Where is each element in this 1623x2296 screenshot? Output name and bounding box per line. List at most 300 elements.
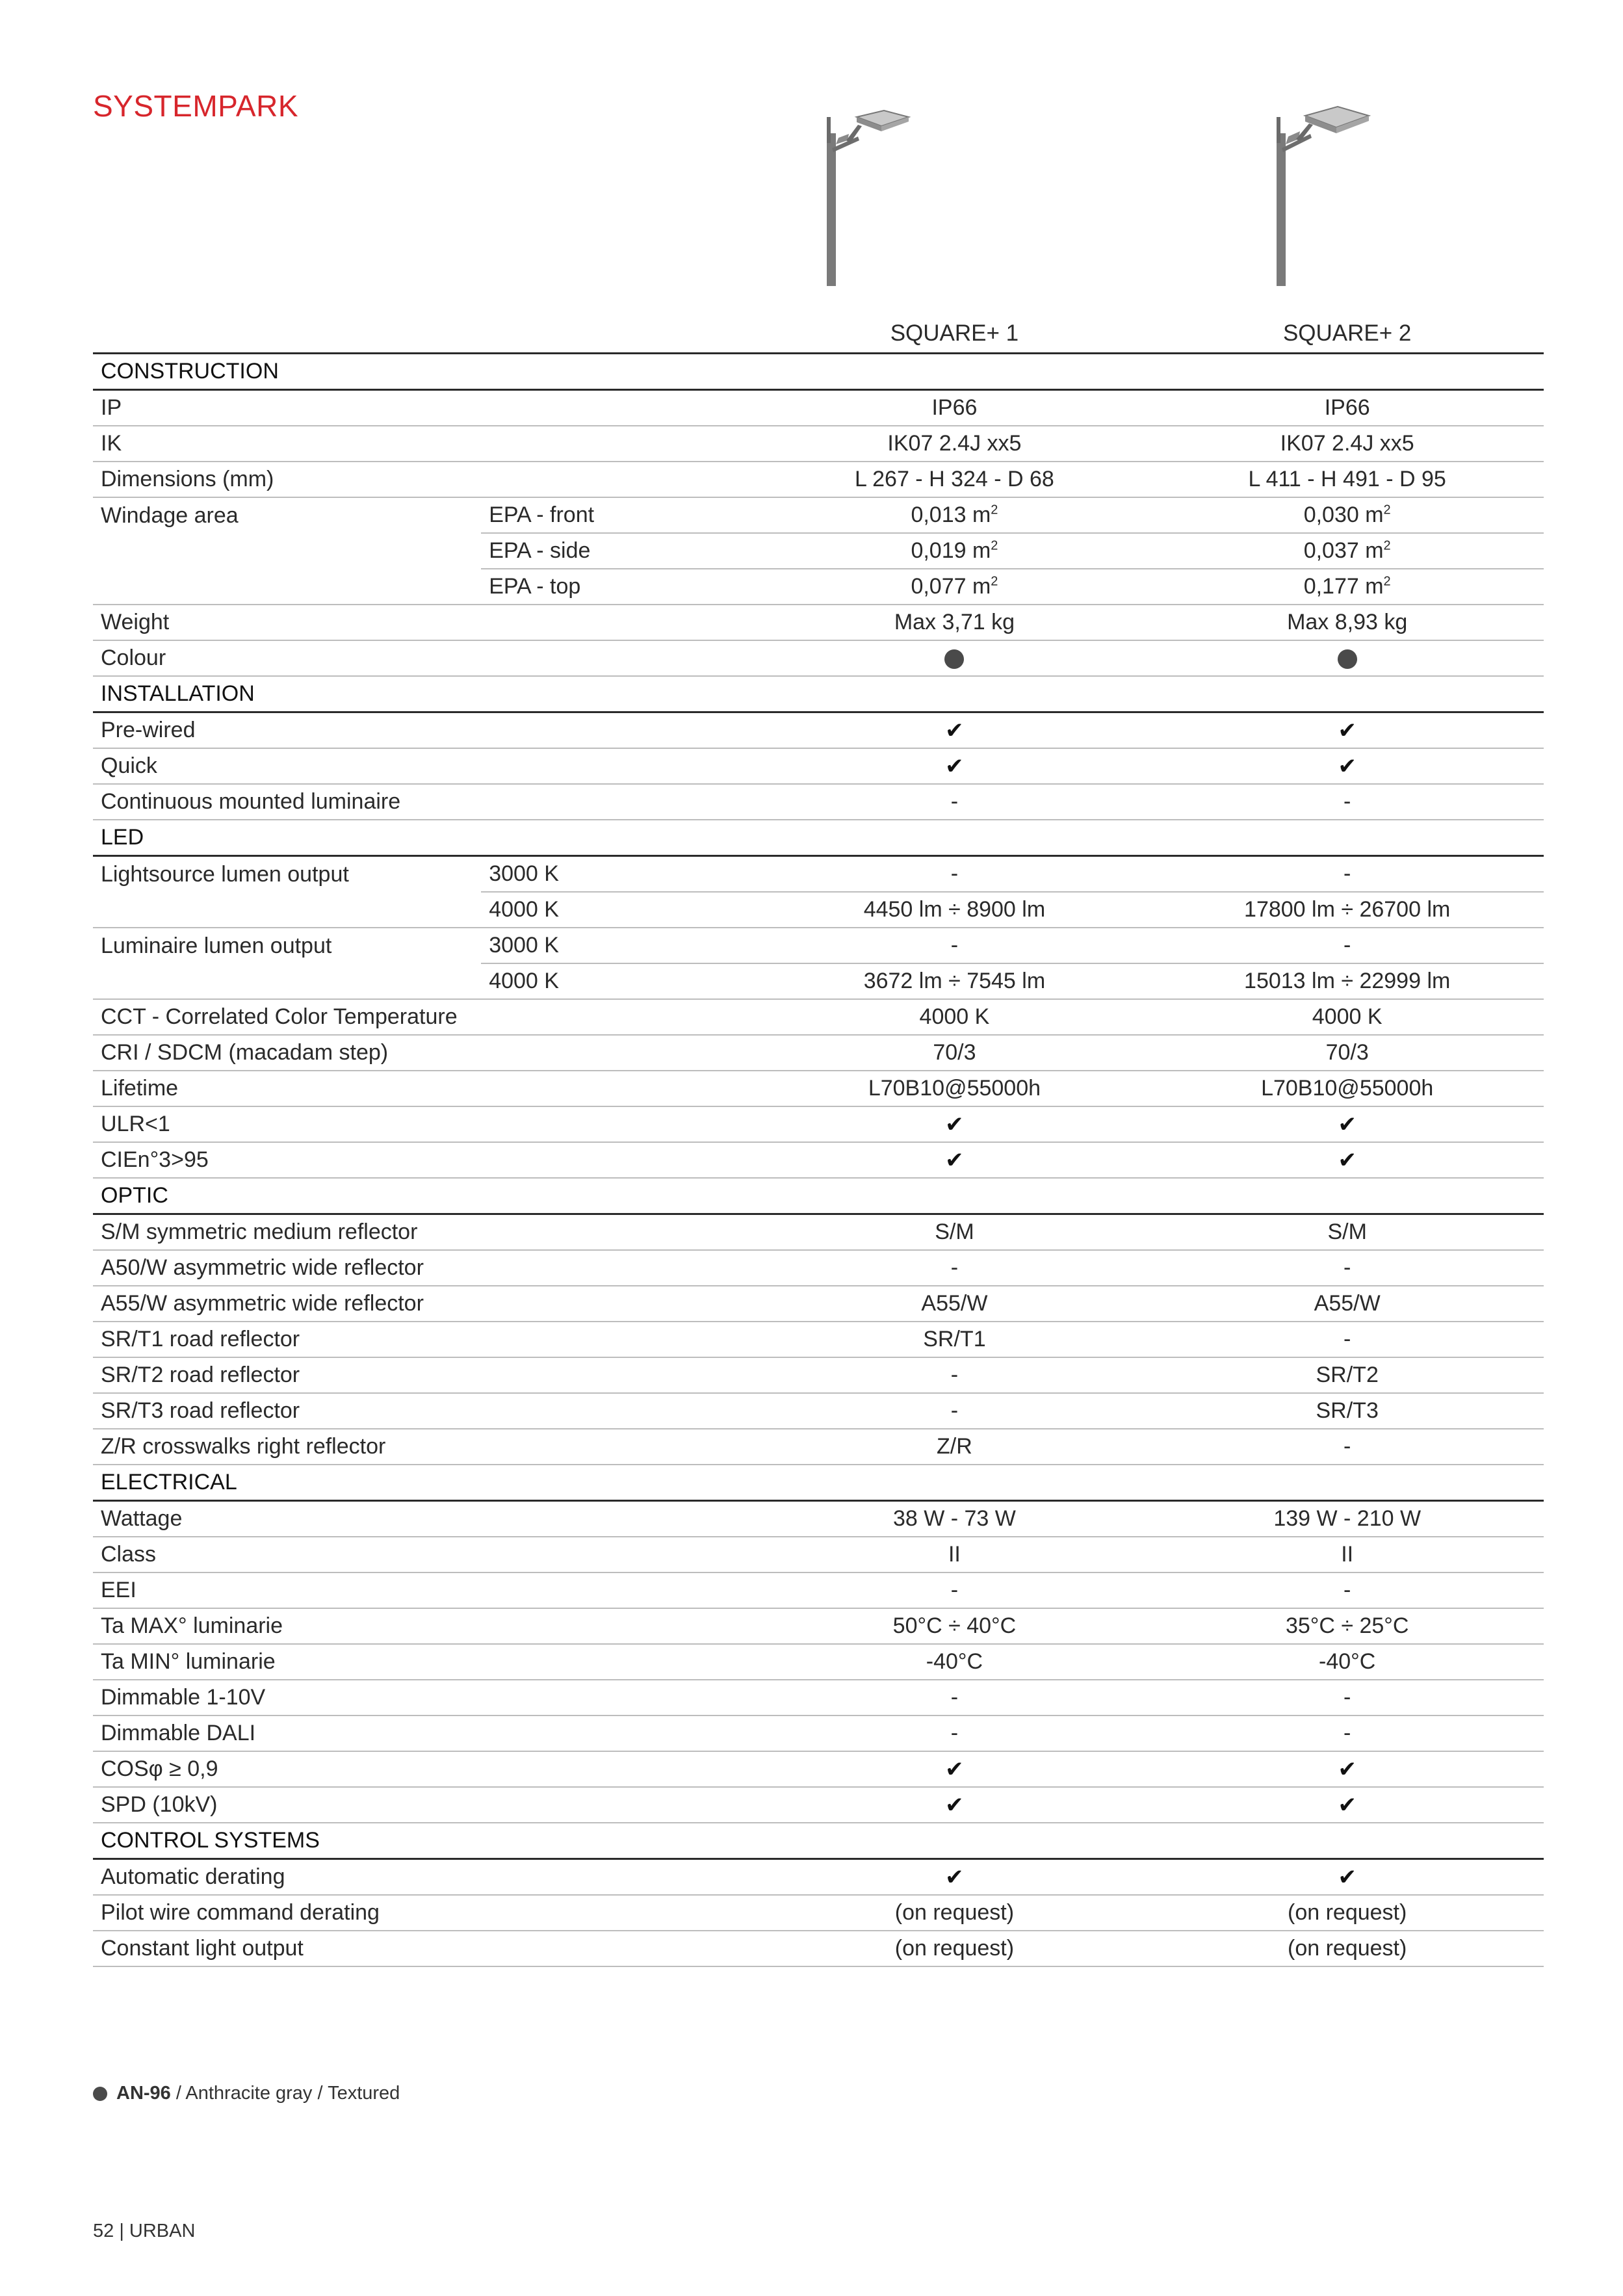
value-text: 17800 lm ÷ 26700 lm [1244,897,1451,922]
value-product-1 [758,1572,1150,1608]
header-blank [481,315,758,354]
value-product-1 [758,462,1150,497]
colour-dot-icon [944,649,964,669]
value-product-2 [1150,1357,1544,1393]
row-sublabel [481,1250,758,1286]
row-sublabel [481,1680,758,1715]
table-row [93,1680,1544,1715]
value-product-1 [758,1393,1150,1429]
value-product-2 [1150,1322,1544,1357]
value-text: - [1344,1255,1351,1280]
table-row [93,569,1544,605]
value-text: Z/R [937,1434,972,1459]
value-product-2 [1150,856,1544,893]
row-sublabel: EPA - side [481,533,758,569]
value-text: 4000 K [1312,1004,1383,1029]
unit-exponent: 2 [1383,574,1391,589]
row-label: Class [93,1537,481,1572]
value-product-1 [758,1071,1150,1106]
pole [1277,133,1286,286]
row-sublabel [481,1895,758,1931]
section-header-row [93,1178,1544,1214]
row-sublabel: 3000 K [481,856,758,893]
check-icon: ✔ [1338,1147,1357,1173]
table-row [93,1106,1544,1142]
table-row [93,1286,1544,1322]
table-row [93,928,1544,963]
value-text: -40°C [1319,1649,1376,1674]
row-sublabel: 4000 K [481,892,758,928]
row-sublabel [481,748,758,784]
value-text: A55/W [1314,1291,1381,1316]
colour-swatch [1150,640,1544,676]
value-text: A55/W [921,1291,988,1316]
row-label: CCT - Correlated Color Temperature [93,999,481,1035]
value-text: - [950,1721,959,1745]
value-text: 0,013 m [911,502,991,527]
row-sublabel [481,784,758,820]
value-text: 0,030 m [1303,502,1384,527]
row-label [93,533,481,569]
table-row [93,1644,1544,1680]
row-label: Dimmable 1-10V [93,1680,481,1715]
row-sublabel [481,640,758,676]
check-icon [758,748,1150,784]
row-label: CIEn°3>95 [93,1142,481,1178]
value-product-1 [758,1931,1150,1966]
value-text: - [1344,789,1351,814]
table-row [93,1393,1544,1429]
table-row [93,640,1544,676]
value-text: (on request) [1288,1900,1407,1925]
check-icon: ✔ [1338,753,1357,779]
check-icon: ✔ [1338,1792,1357,1818]
row-sublabel [481,1142,758,1178]
check-icon [1150,1751,1544,1787]
unit-exponent: 2 [991,538,998,553]
value-text: - [950,933,959,958]
value-product-2 [1150,1644,1544,1680]
table-row [93,784,1544,820]
row-sublabel [481,1106,758,1142]
row-label: Constant light output [93,1931,481,1966]
row-label: Windage area [101,502,239,528]
value-product-2 [1150,1286,1544,1322]
row-sublabel [481,1429,758,1465]
value-text: S/M [1327,1220,1367,1244]
table-row [93,1895,1544,1931]
table-row [93,1142,1544,1178]
footer-separator: | [114,2221,129,2241]
header-blank [93,315,481,354]
row-label: COSφ ≥ 0,9 [93,1751,481,1787]
table-row [93,390,1544,426]
table-row [93,497,1544,533]
value-text: - [950,789,959,814]
value-product-1 [758,605,1150,640]
check-icon [1150,1787,1544,1823]
value-text: - [1344,1578,1351,1602]
value-text: Max 8,93 kg [1287,610,1408,634]
value-product-2 [1150,1071,1544,1106]
value-product-1 [758,856,1150,893]
row-label: Weight [93,605,481,640]
page-footer [93,2221,195,2242]
row-sublabel [481,426,758,462]
table-row [93,748,1544,784]
value-text: -40°C [926,1649,983,1674]
section-title: CONSTRUCTION [93,354,1544,390]
value-text: - [950,1255,959,1280]
value-text: - [1344,1434,1351,1459]
value-text: - [1344,1327,1351,1351]
value-text: (on request) [894,1936,1015,1961]
value-product-1 [758,1501,1150,1537]
table-row [93,1501,1544,1537]
section-header-row [93,354,1544,390]
section-header-row [93,820,1544,856]
colour-dot-icon [1338,649,1357,669]
value-product-2 [1150,497,1544,533]
value-product-1 [758,1715,1150,1751]
table-row [93,533,1544,569]
value-text: (on request) [1288,1936,1407,1961]
row-label: ULR<1 [93,1106,481,1142]
row-sublabel [481,1644,758,1680]
table-row [93,1751,1544,1787]
page-title: SYSTEMPARK [93,89,298,123]
section-title: OPTIC [93,1178,1544,1214]
value-text: - [950,1685,959,1710]
spec-table-body [93,315,1544,1966]
value-product-2 [1150,462,1544,497]
value-text: SR/T2 [1316,1363,1379,1387]
value-text: 0,019 m [911,538,991,563]
value-product-1 [758,1429,1150,1465]
value-product-1 [758,390,1150,426]
value-product-1 [758,1537,1150,1572]
row-sublabel [481,390,758,426]
row-sublabel [481,1214,758,1251]
row-label [93,569,481,605]
row-label: A50/W asymmetric wide reflector [93,1250,481,1286]
check-icon [758,1751,1150,1787]
check-icon [758,1142,1150,1178]
check-icon: ✔ [1338,1111,1357,1138]
row-sublabel [481,462,758,497]
value-product-1 [758,426,1150,462]
table-row [93,1572,1544,1608]
row-sublabel: EPA - top [481,569,758,605]
value-product-1 [758,963,1150,999]
legend-text: / Anthracite gray / Textured [170,2083,400,2104]
value-product-2 [1150,1572,1544,1608]
row-label: Continuous mounted luminaire [93,784,481,820]
row-label: IP [93,390,481,426]
unit-exponent: 2 [1383,502,1391,517]
table-row [93,712,1544,749]
value-product-1 [758,1250,1150,1286]
row-label: Pilot wire command derating [93,1895,481,1931]
row-label: SR/T3 road reflector [93,1393,481,1429]
row-sublabel [481,1608,758,1644]
value-product-2 [1150,569,1544,605]
table-row [93,1715,1544,1751]
row-sublabel: 4000 K [481,963,758,999]
spec-table [93,315,1544,1967]
check-icon [758,1859,1150,1896]
value-product-1 [758,892,1150,928]
value-text: - [950,861,959,886]
luminaire-image-square-1 [806,98,923,286]
table-row [93,426,1544,462]
check-icon [1150,748,1544,784]
value-product-2 [1150,999,1544,1035]
row-label: Z/R crosswalks right reflector [93,1429,481,1465]
table-row [93,1931,1544,1966]
legend-code: AN-96 [116,2083,171,2104]
value-product-2 [1150,1680,1544,1715]
row-sublabel [481,605,758,640]
pole [827,133,836,286]
table-row [93,1429,1544,1465]
value-product-2 [1150,928,1544,963]
luminaire-image-square-2 [1257,98,1374,286]
row-sublabel [481,1572,758,1608]
row-label: Wattage [93,1501,481,1537]
check-icon [1150,1142,1544,1178]
value-product-1 [758,1680,1150,1715]
value-text: 15013 lm ÷ 22999 lm [1244,969,1451,993]
value-text: 50°C ÷ 40°C [892,1613,1017,1638]
row-sublabel [481,1035,758,1071]
value-product-2 [1150,1895,1544,1931]
table-row [93,1250,1544,1286]
check-icon: ✔ [945,1147,964,1173]
table-row [93,1537,1544,1572]
value-product-2 [1150,784,1544,820]
table-row [93,856,1544,893]
value-text: IK07 2.4J xx5 [887,431,1022,456]
section-title: CONTROL SYSTEMS [93,1823,1544,1859]
value-product-2 [1150,1250,1544,1286]
section-title: INSTALLATION [93,676,1544,712]
row-sublabel [481,1071,758,1106]
value-text: - [1344,1721,1351,1745]
value-product-1 [758,1322,1150,1357]
row-sublabel [481,999,758,1035]
row-label: Automatic derating [93,1859,481,1896]
check-icon [1150,1106,1544,1142]
colour-swatch [758,640,1150,676]
row-label [93,963,481,999]
row-sublabel [481,1357,758,1393]
value-product-1 [758,928,1150,963]
check-icon [758,712,1150,749]
check-icon: ✔ [945,1756,964,1782]
value-product-1 [758,1035,1150,1071]
value-product-2 [1150,1501,1544,1537]
value-text: 4450 lm ÷ 8900 lm [863,897,1046,922]
row-sublabel [481,1931,758,1966]
check-icon: ✔ [1338,1864,1357,1890]
value-product-1 [758,999,1150,1035]
table-row [93,1035,1544,1071]
value-product-1 [758,1357,1150,1393]
table-row [93,1608,1544,1644]
table-row [93,1357,1544,1393]
value-text: Max 3,71 kg [894,610,1015,634]
value-product-1 [758,497,1150,533]
value-text: S/M [935,1220,974,1244]
value-text: 3672 lm ÷ 7545 lm [863,969,1046,993]
value-text: - [950,1398,959,1423]
colour-legend [93,2083,400,2104]
value-text: 0,037 m [1303,538,1384,563]
row-label: Pre-wired [93,712,481,749]
row-label [93,892,481,928]
row-label: CRI / SDCM (macadam step) [93,1035,481,1071]
table-row [93,1322,1544,1357]
anthracite-dot-icon [93,2087,107,2101]
check-icon [758,1787,1150,1823]
check-icon: ✔ [945,1111,964,1138]
check-icon: ✔ [945,717,964,744]
value-product-1 [758,1644,1150,1680]
value-product-2 [1150,605,1544,640]
row-label: A55/W asymmetric wide reflector [93,1286,481,1322]
check-icon: ✔ [1338,717,1357,744]
table-row [93,963,1544,999]
check-icon: ✔ [945,753,964,779]
section-header-row [93,1823,1544,1859]
unit-exponent: 2 [1383,538,1391,553]
check-icon [1150,712,1544,749]
row-sublabel [481,1537,758,1572]
table-row [93,1787,1544,1823]
value-text: II [948,1542,961,1567]
check-icon: ✔ [945,1792,964,1818]
section-header-row [93,676,1544,712]
row-label: SPD (10kV) [93,1787,481,1823]
value-text: IP66 [1324,395,1370,420]
row-label: Lightsource lumen output [101,861,349,887]
row-sublabel [481,1501,758,1537]
value-product-2 [1150,963,1544,999]
row-label: Quick [93,748,481,784]
row-label: EEI [93,1572,481,1608]
value-text: - [950,1578,959,1602]
row-label: Luminaire lumen output [101,933,332,958]
value-text: 0,077 m [911,574,991,599]
row-sublabel [481,1859,758,1896]
value-product-1 [758,1608,1150,1644]
row-label: Ta MIN° luminarie [93,1644,481,1680]
section-header-row [93,1465,1544,1501]
row-label: S/M symmetric medium reflector [93,1214,481,1251]
row-sublabel: 3000 K [481,928,758,963]
value-text: L70B10@55000h [1261,1076,1434,1101]
column-header-product-2: SQUARE+ 2 [1150,315,1544,354]
value-text: IK07 2.4J xx5 [1280,431,1414,456]
value-text: L 411 - H 491 - D 95 [1248,467,1446,491]
unit-exponent: 2 [991,574,998,589]
row-sublabel [481,1715,758,1751]
value-text: II [1341,1542,1354,1567]
value-text: - [1344,861,1351,886]
check-icon: ✔ [1338,1756,1357,1782]
value-text: SR/T3 [1316,1398,1379,1423]
value-text: 0,177 m [1303,574,1384,599]
value-text: 70/3 [1325,1040,1369,1065]
row-label: Ta MAX° luminarie [93,1608,481,1644]
value-product-2 [1150,1035,1544,1071]
table-row [93,1071,1544,1106]
row-label: Colour [93,640,481,676]
row-sublabel: EPA - front [481,497,758,533]
value-product-2 [1150,1608,1544,1644]
value-text: (on request) [894,1900,1015,1925]
row-label: Dimmable DALI [93,1715,481,1751]
value-text: 38 W - 73 W [892,1506,1016,1531]
column-header-product-1: SQUARE+ 1 [758,315,1150,354]
value-text: SR/T1 [923,1327,986,1351]
value-product-2 [1150,1931,1544,1966]
row-label: SR/T1 road reflector [93,1322,481,1357]
value-product-2 [1150,1393,1544,1429]
table-row [93,462,1544,497]
value-product-1 [758,1214,1150,1251]
page-number: 52 [93,2221,114,2241]
check-icon [758,1106,1150,1142]
row-label: Lifetime [93,1071,481,1106]
value-product-2 [1150,1537,1544,1572]
table-row [93,1214,1544,1251]
value-text: - [1344,1685,1351,1710]
value-product-2 [1150,1715,1544,1751]
value-product-1 [758,784,1150,820]
table-row [93,1859,1544,1896]
row-label: Dimensions (mm) [93,462,481,497]
row-sublabel [481,1751,758,1787]
value-text: 139 W - 210 W [1273,1506,1422,1531]
value-text: L 267 - H 324 - D 68 [855,467,1054,491]
value-product-2 [1150,390,1544,426]
value-text: L70B10@55000h [868,1076,1041,1101]
table-row [93,892,1544,928]
section-title: ELECTRICAL [93,1465,1544,1501]
value-text: 70/3 [933,1040,976,1065]
value-text: - [950,1363,959,1387]
section-title: LED [93,820,1544,856]
unit-exponent: 2 [991,502,998,517]
value-text: 35°C ÷ 25°C [1285,1613,1409,1638]
row-sublabel [481,712,758,749]
value-text: - [1344,933,1351,958]
value-product-2 [1150,1214,1544,1251]
row-sublabel [481,1286,758,1322]
table-header-row [93,315,1544,354]
row-sublabel [481,1393,758,1429]
value-product-2 [1150,1429,1544,1465]
value-product-1 [758,533,1150,569]
table-row [93,605,1544,640]
row-sublabel [481,1322,758,1357]
value-product-2 [1150,533,1544,569]
row-label: IK [93,426,481,462]
value-product-2 [1150,426,1544,462]
check-icon: ✔ [945,1864,964,1890]
